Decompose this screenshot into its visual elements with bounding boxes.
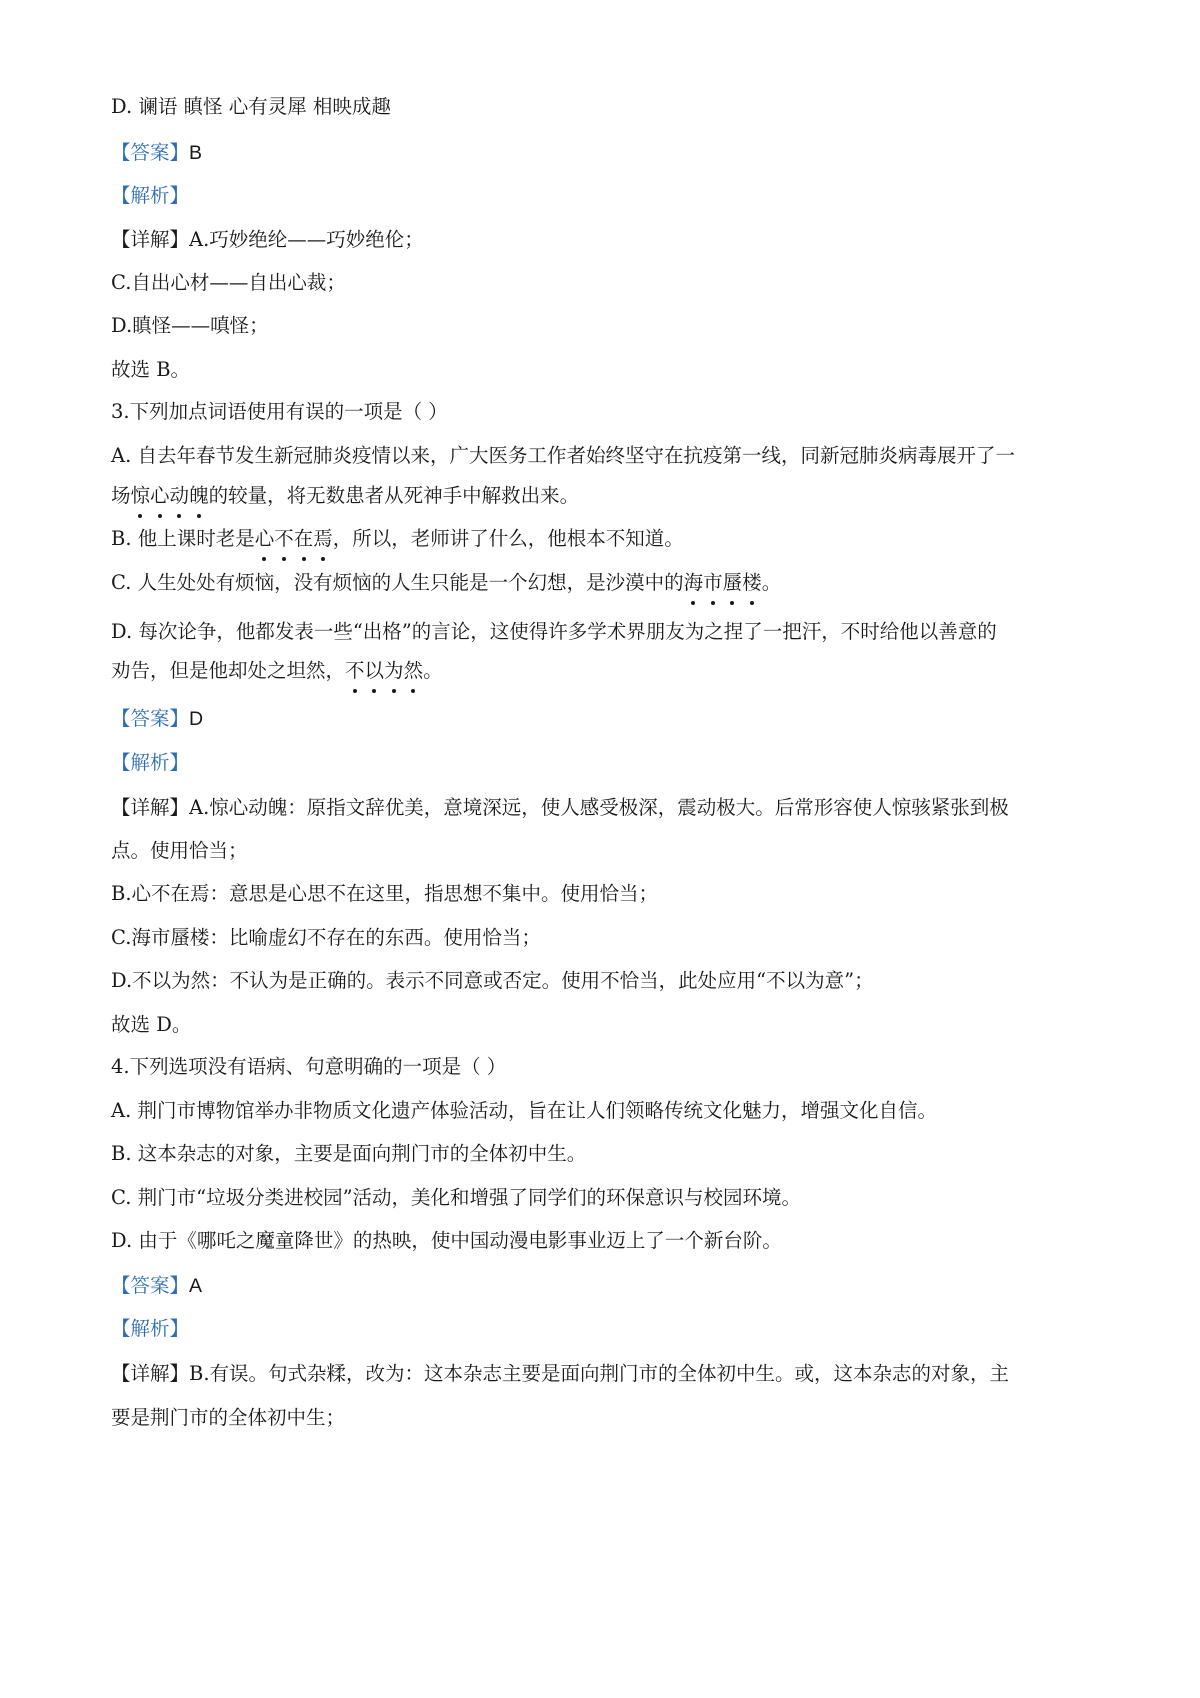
dotted-char: 焉 — [313, 527, 333, 550]
q2-detail-3: D.瞋怪——嗔怪； — [111, 314, 269, 337]
answer-tag: 【答案】 — [111, 141, 190, 164]
answer-tag: 【答案】 — [111, 1274, 190, 1297]
q4-detail-line1: 【详解】B.有误。句式杂糅，改为：这本杂志主要是面向荆门市的全体初中生。或，这本杂志的对象，主 — [111, 1362, 1010, 1385]
q3-detail-a-line1: 【详解】A.惊心动魄：原指文辞优美，意境深远，使人感受极深，震动极大。后常形容使人惊骇紧张到极 — [111, 796, 1009, 819]
q3-option-c — [111, 570, 1101, 596]
q4-option-a: A. 荆门市博物馆举办非物质文化遗产体验活动，旨在让人们领略传统文化魅力，增强文化自信。 — [111, 1099, 937, 1122]
dotted-char: 惊 — [130, 484, 151, 507]
dotted-char: 动 — [169, 484, 190, 507]
dotted-char: 然 — [403, 659, 424, 682]
answer-tag: 【答案】 — [111, 707, 190, 730]
q3-detail-b: B.心不在焉：意思是心思不在这里，指思想不集中。使用恰当； — [111, 882, 659, 905]
q2-detail-1: 【详解】A.巧妙绝纶——巧妙绝伦； — [111, 228, 424, 251]
dotted-char: 在 — [293, 527, 314, 550]
text-segment: 。 — [761, 571, 782, 594]
dotted-char: 魄 — [189, 484, 209, 507]
dotted-char: 市 — [703, 571, 723, 594]
q3-conclusion: 故选 D。 — [111, 1013, 192, 1036]
q4-answer — [111, 1273, 1101, 1299]
q2-detail-2: C.自出心材——自出心裁； — [111, 271, 346, 294]
q4-option-b: B. 这本杂志的对象，主要是面向荆门市的全体初中生。 — [111, 1142, 587, 1165]
q4-option-c: C. 荆门市“垃圾分类进校园”活动，美化和增强了同学们的环保意识与校园环境。 — [111, 1186, 802, 1209]
dotted-char: 不 — [345, 659, 365, 682]
text-segment: 场 — [111, 484, 131, 507]
dotted-char: 海 — [683, 571, 704, 594]
text-segment: 的较量，将无数患者从死神手中解救出来。 — [208, 484, 580, 507]
text-segment: ，所以，老师讲了什么，他根本不知道。 — [332, 527, 684, 550]
q3-option-a-line1: A. 自去年春节发生新冠肺炎疫情以来，广大医务工作者始终坚守在抗疫第一线，同新冠肺炎病毒展开了一 — [111, 444, 1015, 467]
answer-value: D — [189, 708, 204, 730]
q2-option-d: D. 谰语 瞋怪 心有灵犀 相映成趣 — [111, 95, 391, 118]
q2-answer — [111, 140, 1101, 166]
dotted-char: 楼 — [742, 571, 762, 594]
answer-value: B — [189, 142, 203, 164]
dotted-char: 蜃 — [722, 571, 743, 594]
q3-option-d-line1: D. 每次论争，他都发表一些“出格”的言论，这使得许多学术界朋友为之捏了一把汗，不时给他以善意的 — [111, 620, 997, 643]
q3-detail-a-line2: 点。使用恰当； — [111, 839, 248, 862]
q4-analysis-tag: 【解析】 — [111, 1317, 190, 1340]
q3-detail-d: D.不以为然：不认为是正确的。表示不同意或否定。使用不恰当，此处应用“不以为意”； — [111, 969, 874, 992]
dotted-char: 以 — [364, 659, 385, 682]
q3-answer — [111, 706, 1101, 732]
q4-detail-line2: 要是荆门市的全体初中生； — [111, 1406, 346, 1429]
q3-option-b — [111, 526, 1101, 552]
dotted-char: 心 — [150, 484, 170, 507]
dotted-char: 心 — [254, 527, 275, 550]
q4-option-d: D. 由于《哪吒之魔童降世》的热映，使中国动漫电影事业迈上了一个新台阶。 — [111, 1229, 782, 1252]
text-segment: C. 人生处处有烦恼，没有烦恼的人生只能是一个幻想，是沙漠中的 — [111, 571, 684, 594]
q2-analysis-tag: 【解析】 — [111, 184, 190, 207]
q3-detail-c: C.海市蜃楼：比喻虚幻不存在的东西。使用恰当； — [111, 926, 541, 949]
dotted-char: 不 — [274, 527, 294, 550]
q3-option-d-line2 — [111, 658, 1101, 684]
q2-conclusion: 故选 B。 — [111, 358, 191, 381]
q3-stem: 3.下列加点词语使用有误的一项是（ ） — [111, 400, 448, 423]
text-segment: 。 — [423, 659, 443, 682]
q4-stem: 4.下列选项没有语病、句意明确的一项是（ ） — [111, 1055, 507, 1078]
dotted-char: 为 — [384, 659, 404, 682]
text-segment: 劝告，但是他却处之坦然， — [111, 659, 346, 682]
q3-analysis-tag: 【解析】 — [111, 751, 190, 774]
answer-value: A — [189, 1275, 203, 1297]
q3-option-a-line2 — [111, 483, 1101, 509]
text-segment: B. 他上课时老是 — [111, 527, 255, 550]
